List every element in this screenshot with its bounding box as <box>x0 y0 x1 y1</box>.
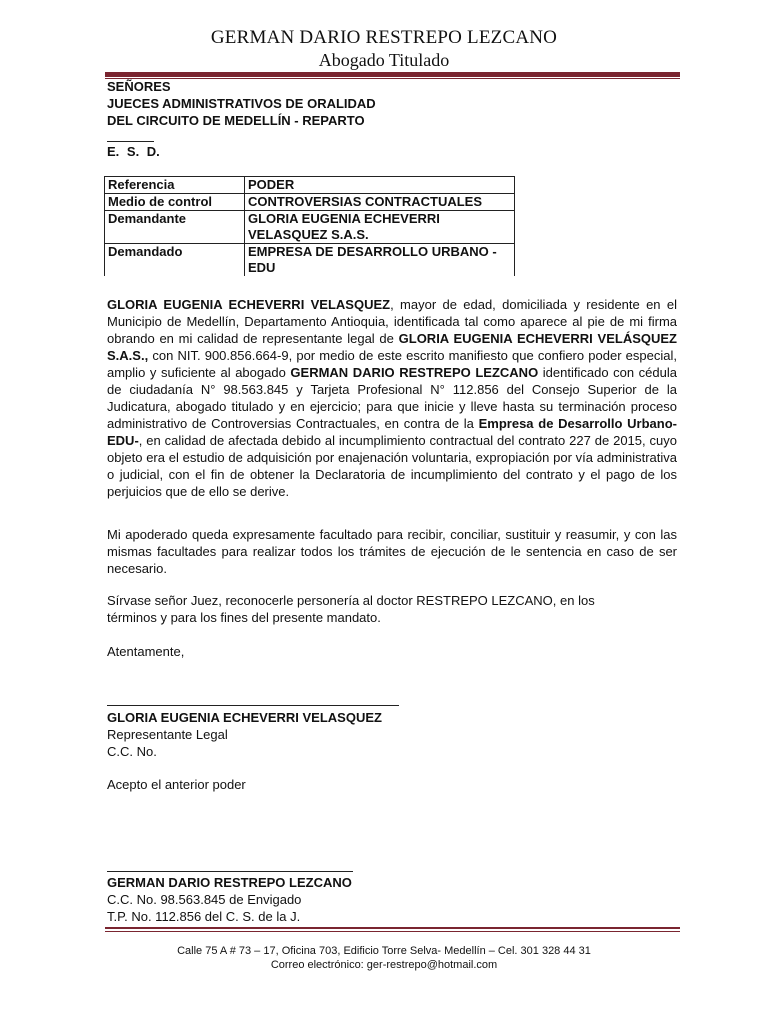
table-value: CONTROVERSIAS CONTRACTUALES <box>245 194 515 211</box>
text-span: , en calidad de afectada debido al incumplimiento contractual del contrato 227 de 2015, cuyo objeto era el estudio de adquisición por enajenación voluntaria, expropiación por vía administrativa o judicial, con el fin de obtener la Declaratoria de incumplimiento del contrato y el pago de los perjuicios que de ello se derive. <box>107 433 677 499</box>
text-span: , mayor de edad, domiciliada y residente en el Municipio de Medellín, Departamento Antioquia, identificada tal como aparece al pie de mi firma obrando en mi calidad de representante legal de <box>107 297 677 346</box>
table-value: EMPRESA DE DESARROLLO URBANO - EDU <box>245 244 515 277</box>
signature-2-name: GERMAN DARIO RESTREPO LEZCANO <box>107 875 352 890</box>
table-row <box>105 244 515 277</box>
footer-rule-thin <box>105 931 680 932</box>
footer-email: Correo electrónico: ger-restrepo@hotmail.com <box>270 959 498 971</box>
esd-label: E. S. D. <box>107 144 160 159</box>
signature-line-1 <box>107 705 399 706</box>
table-key: Medio de control <box>105 194 245 211</box>
closing-text: Atentamente, <box>107 644 185 659</box>
bold-span: GLORIA EUGENIA ECHEVERRI VELASQUEZ <box>107 297 391 312</box>
footer-address: Calle 75 A # 73 – 17, Oficina 703, Edificio Torre Selva- Medellín – Cel. 301 328 44 31 <box>177 945 591 957</box>
table-key: Referencia <box>105 177 245 194</box>
signature-1-name: GLORIA EUGENIA ECHEVERRI VELASQUEZ <box>107 710 382 725</box>
esd-rule <box>107 141 154 142</box>
bold-span: GLORIA EUGENIA ECHEVERRI VELÁSQUEZ S.A.S., <box>107 331 677 363</box>
addressee-line-2: JUECES ADMINISTRATIVOS DE ORALIDAD <box>107 96 376 111</box>
text-span: con NIT. 900.856.664-9, por medio de este escrito manifiesto que confiero poder especial, amplio y suficiente al abogado <box>107 348 677 380</box>
acceptance-text: Acepto el anterior poder <box>107 777 246 792</box>
addressee-line-3: DEL CIRCUITO DE MEDELLÍN - REPARTO <box>107 113 365 128</box>
letterhead-title: Abogado Titulado <box>318 50 450 70</box>
table-value: GLORIA EUGENIA ECHEVERRI VELASQUEZ S.A.S. <box>245 211 515 244</box>
signature-line-2 <box>107 871 353 872</box>
signature-1-role: Representante Legal <box>107 727 228 742</box>
body-paragraph-2: Mi apoderado queda expresamente facultado para recibir, conciliar, sustituir y reasumir, y con las mismas facultades para realizar todos los trámites de ejecución de le sentencia en caso de ser necesario. <box>107 527 677 576</box>
signature-2-id: C.C. No. 98.563.845 de Envigado <box>107 892 302 907</box>
header-rule <box>105 72 680 77</box>
table-row <box>105 177 515 194</box>
letterhead-name: GERMAN DARIO RESTREPO LEZCANO <box>210 27 558 48</box>
bold-span: GERMAN DARIO RESTREPO LEZCANO <box>290 365 539 380</box>
signature-1-id: C.C. No. <box>107 744 157 759</box>
text-span: identificado con cédula de ciudadanía N° 98.563.845 y Tarjeta Profesional N° 112.856 del Consejo Superior de la Judicatura, abogado titulado y en ejercicio; para que inicie y lleve hasta su terminación proceso administrativo de Controversias Contractuales, en contra de la <box>107 365 677 431</box>
body-paragraph-1 <box>107 296 677 500</box>
reference-table <box>104 176 515 276</box>
table-key: Demandante <box>105 211 245 244</box>
footer-rule <box>105 927 680 929</box>
bold-span: Empresa de Desarrollo Urbano-EDU- <box>107 416 677 448</box>
table-row <box>105 194 515 211</box>
table-row <box>105 211 515 244</box>
signature-2-card: T.P. No. 112.856 del C. S. de la J. <box>107 909 301 924</box>
addressee-block <box>107 78 376 129</box>
addressee-line-1: SEÑORES <box>107 79 171 94</box>
table-value: PODER <box>245 177 515 194</box>
table-key: Demandado <box>105 244 245 277</box>
body-paragraph-3: Sírvase señor Juez, reconocerle personería al doctor RESTREPO LEZCANO, en los términos y para los fines del presente mandato. <box>107 593 595 625</box>
